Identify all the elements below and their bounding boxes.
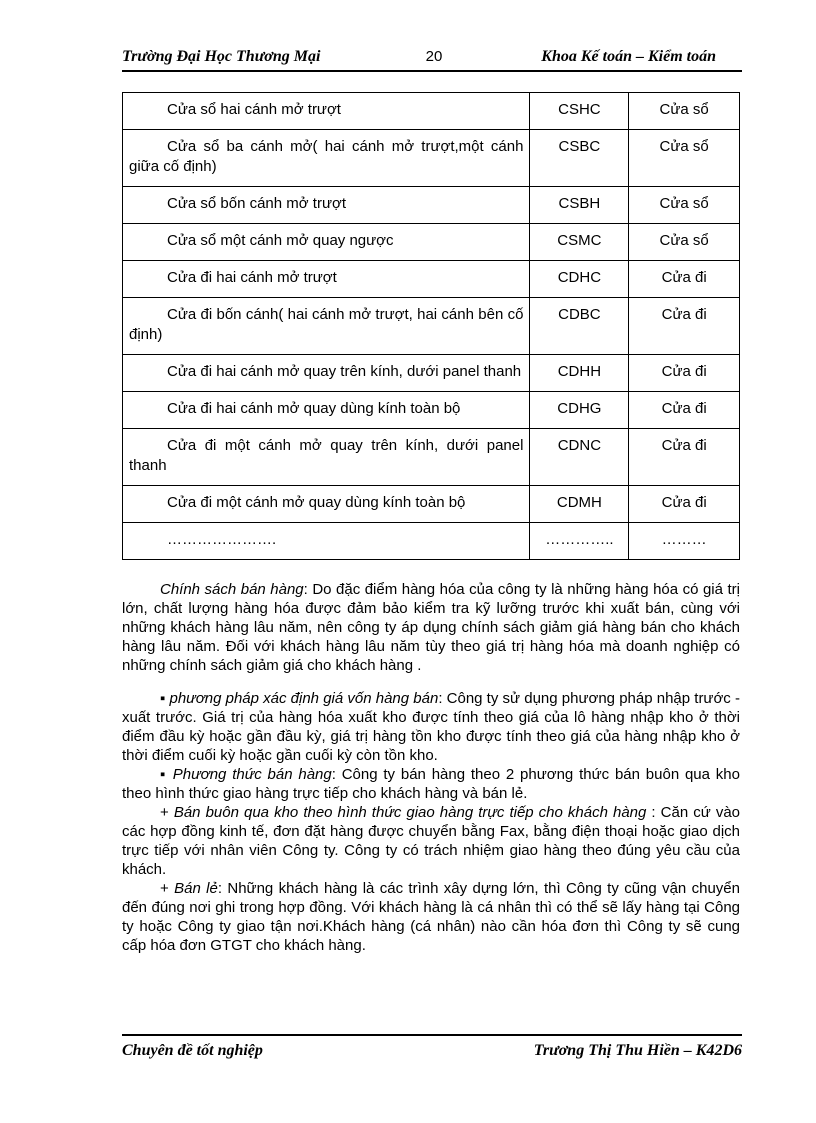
product-name: Cửa sổ ba cánh mở( hai cánh mở trượt,một cánh giữa cố định) [129, 138, 524, 175]
method-label: Phương thức bán hàng [172, 766, 332, 783]
bullet-icon: ▪ [160, 690, 166, 707]
table-row [123, 261, 740, 298]
product-name-cell [123, 355, 530, 392]
product-code: CSHC [530, 93, 629, 130]
page-footer [122, 1034, 742, 1066]
wholesale-paragraph [122, 803, 740, 879]
product-code: CSBH [530, 187, 629, 224]
policy-label: Chính sách bán hàng [160, 581, 304, 598]
footer-author: Trương Thị Thu Hiền – K42D6 [533, 1042, 742, 1059]
product-code: CDMH [530, 486, 629, 523]
product-name: …………………. [167, 531, 277, 548]
product-name: Cửa đi một cánh mở quay trên kính, dưới panel thanh [129, 437, 524, 474]
method-paragraph [122, 765, 740, 803]
product-code: CDHC [530, 261, 629, 298]
product-code-table [122, 92, 740, 560]
page-number: 20 [425, 48, 443, 65]
table-row [123, 355, 740, 392]
product-name: Cửa sổ hai cánh mở trượt [167, 101, 341, 118]
product-type: Cửa đi [629, 429, 740, 486]
product-code: CSBC [530, 130, 629, 187]
method-text: : Công ty bán hàng theo 2 phương thức bán buôn qua kho theo hình thức giao hàng trực tiếp cho khách hàng và bán lẻ. [122, 766, 740, 802]
product-name-cell [123, 261, 530, 298]
product-code: CDHH [530, 355, 629, 392]
product-name-cell [123, 224, 530, 261]
product-name-cell [123, 130, 530, 187]
product-code: CDBC [530, 298, 629, 355]
table-row [123, 224, 740, 261]
product-type: Cửa sổ [629, 187, 740, 224]
retail-paragraph [122, 879, 740, 955]
policy-text: : Do đặc điểm hàng hóa của công ty là những hàng hóa có giá trị lớn, chất lượng hàng hóa được đảm bảo kiểm tra kỹ lưỡng trước khi xuất bán, cùng với những khách hàng lâu năm, nên công ty áp dụng chính sách giảm giá hàng bán cho khách hàng lâu năm. Đối với khách hàng lâu năm tùy theo giá trị hàng hóa mà doanh nghiệp có những chính sách giảm giá cho khách hàng . [122, 581, 740, 674]
product-name: Cửa đi hai cánh mở quay dùng kính toàn bộ [167, 400, 461, 417]
product-name-cell [123, 392, 530, 429]
product-name: Cửa đi một cánh mở quay dùng kính toàn bộ [167, 494, 466, 511]
product-name-cell [123, 187, 530, 224]
body-text [122, 580, 740, 955]
product-type: ……… [629, 523, 740, 560]
product-code: ………….. [530, 523, 629, 560]
wholesale-prefix: + [160, 804, 174, 821]
product-type: Cửa đi [629, 298, 740, 355]
cost-text: : Công ty sử dụng phương pháp nhập trước - xuất trước. Giá trị của hàng hóa xuất kho được tính theo giá của lô hàng nhập kho ở thời điểm đầu kỳ hoặc gần đầu kỳ, giá trị hàng tồn kho được tính theo giá của hàng nhập kho ở thời điểm cuối kỳ hoặc gần cuối kỳ còn tồn kho. [122, 690, 740, 764]
table-row [123, 93, 740, 130]
product-type: Cửa đi [629, 392, 740, 429]
wholesale-text: : Căn cứ vào các hợp đồng kinh tế, đơn đặt hàng được chuyển bằng Fax, bằng điện thoại hoặc giao dịch trực tiếp với nhân viên Công ty. Công ty có trách nhiệm giao hàng theo đúng yêu cầu của khách. [122, 804, 741, 878]
cost-paragraph [122, 689, 740, 765]
product-code: CDHG [530, 392, 629, 429]
retail-prefix: + [160, 880, 175, 897]
product-name-cell [123, 298, 530, 355]
product-name-cell [123, 486, 530, 523]
product-name: Cửa đi hai cánh mở quay trên kính, dưới panel thanh [167, 363, 522, 380]
table-row [123, 130, 740, 187]
product-type: Cửa đi [629, 261, 740, 298]
cost-label: phương pháp xác định giá vốn hàng bán [169, 690, 439, 707]
product-code: CSMC [530, 224, 629, 261]
product-name-cell [123, 93, 530, 130]
table-row [123, 429, 740, 486]
product-name: Cửa đi bốn cánh( hai cánh mở trượt, hai cánh bên cố định) [129, 306, 524, 343]
footer-title: Chuyên đề tốt nghiệp [122, 1042, 263, 1059]
product-type: Cửa sổ [629, 130, 740, 187]
product-name-cell [123, 429, 530, 486]
product-type: Cửa sổ [629, 93, 740, 130]
table-row [123, 298, 740, 355]
table-row [123, 187, 740, 224]
bullet-icon: ▪ [160, 766, 167, 783]
product-name: Cửa sổ một cánh mở quay ngược [167, 232, 394, 249]
product-type: Cửa đi [629, 486, 740, 523]
product-code: CDNC [530, 429, 629, 486]
product-type: Cửa sổ [629, 224, 740, 261]
product-type: Cửa đi [629, 355, 740, 392]
product-name: Cửa đi hai cánh mở trượt [167, 269, 337, 286]
product-name: Cửa sổ bốn cánh mở trượt [167, 195, 346, 212]
table-row [123, 392, 740, 429]
wholesale-label: Bán buôn qua kho theo hình thức giao hàng trực tiếp cho khách hàng [173, 804, 647, 821]
table-row [123, 486, 740, 523]
page-header [122, 46, 742, 72]
product-name-cell [123, 523, 530, 560]
policy-paragraph [122, 580, 740, 675]
table-row [123, 523, 740, 560]
retail-text: : Những khách hàng là các trình xây dựng lớn, thì Công ty cũng vận chuyển đến đúng nơi ghi trong hợp đồng. Với khách hàng là cá nhân thì có thể sẽ lấy hàng tại Công ty hoặc Công ty giao tận nơi.Khách hàng (cá nhân) nào cần hóa đơn thì Công ty sẽ cung cấp hóa đơn GTGT cho khách hàng. [122, 880, 740, 954]
header-faculty: Khoa Kế toán – Kiểm toán [541, 48, 716, 65]
header-school: Trường Đại Học Thương Mại [122, 48, 321, 65]
retail-label: Bán lẻ [174, 880, 218, 897]
